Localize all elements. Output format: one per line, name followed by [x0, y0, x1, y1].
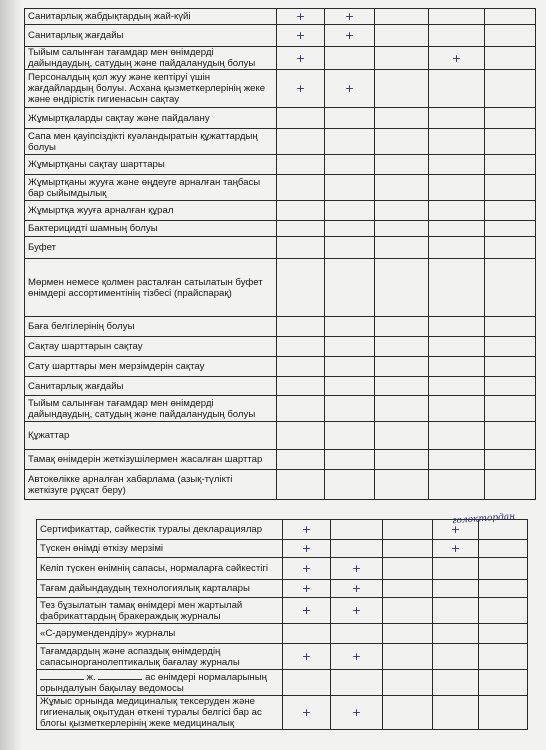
table-row — [25, 201, 536, 221]
mark-cell — [485, 201, 536, 221]
mark-cell — [375, 317, 429, 337]
mark-cell — [383, 598, 433, 624]
mark-cell — [375, 108, 429, 129]
row-label: Тағам дайындаудың технологиялық карталары — [37, 580, 283, 598]
mark-cell — [331, 520, 383, 540]
mark-cell: + — [325, 25, 375, 47]
mark-cell: + — [283, 598, 331, 624]
row-label: Автокөлікке арналған хабарлама (азық-түлікті жеткізуге рұқсат беру) — [25, 470, 277, 500]
mark-cell — [375, 470, 429, 500]
mark-cell: + — [283, 696, 331, 730]
mark-cell — [325, 237, 375, 259]
mark-cell: + — [283, 540, 331, 558]
mark-cell — [485, 47, 536, 70]
mark-cell — [479, 696, 528, 730]
mark-cell — [283, 670, 331, 696]
mark-cell — [485, 108, 536, 129]
mark-cell — [325, 396, 375, 422]
mark-cell — [429, 108, 485, 129]
mark-cell — [375, 155, 429, 175]
mark-cell — [383, 540, 433, 558]
mark-cell — [429, 377, 485, 396]
mark-cell — [375, 422, 429, 450]
mark-cell: + — [429, 47, 485, 70]
row-label: Тез бұзылатын тамақ өнімдері мен жартылай фабрикаттардың бракераждық журналы — [37, 598, 283, 624]
row-label: Сақтау шарттарын сақтау — [25, 337, 277, 357]
row-label: Жұмыртқаны жууға және өңдеуге арналған таңбасы бар сыйымдылық — [25, 175, 277, 201]
row-label: «С-дәрумендендіру» журналы — [37, 624, 283, 644]
table-row — [25, 155, 536, 175]
mark-cell — [433, 670, 479, 696]
mark-cell — [485, 450, 536, 470]
mark-cell — [433, 558, 479, 580]
mark-cell — [479, 580, 528, 598]
mark-cell: + — [325, 9, 375, 25]
mark-cell — [383, 624, 433, 644]
mark-cell — [485, 129, 536, 155]
mark-cell: + — [433, 520, 479, 540]
mark-cell — [485, 357, 536, 377]
inspection-table-2 — [36, 519, 528, 730]
row-label: Жұмыртқаны сақтау шарттары — [25, 155, 277, 175]
mark-cell — [383, 558, 433, 580]
mark-cell — [277, 396, 325, 422]
mark-cell — [375, 357, 429, 377]
row-label-text: ас өнімдері нормаларының орындалуын бақылау ведомосы — [40, 672, 267, 694]
mark-cell — [277, 470, 325, 500]
inspection-table-1 — [24, 8, 536, 500]
mark-cell — [429, 70, 485, 108]
handwritten-note: голоктордан — [451, 511, 516, 527]
mark-cell — [325, 422, 375, 450]
mark-cell — [375, 47, 429, 70]
mark-cell — [277, 337, 325, 357]
table-row — [25, 221, 536, 237]
mark-cell — [479, 598, 528, 624]
row-label: Жұмыртқаларды сақтау және пайдалану — [25, 108, 277, 129]
table-row — [37, 670, 528, 696]
table-row — [25, 47, 536, 70]
mark-cell — [375, 396, 429, 422]
mark-cell — [429, 337, 485, 357]
mark-cell — [485, 9, 536, 25]
mark-cell — [479, 540, 528, 558]
mark-cell — [375, 9, 429, 25]
row-label: Сапа мен қауіпсіздікті куәландыратын құжаттардың болуы — [25, 129, 277, 155]
mark-cell — [325, 201, 375, 221]
row-label: Персоналдың қол жуу және кептіруі үшін жағдайлардың болуы. Асхана қызметкерлерінің жеке және өндірістік гигиенасын сақтау — [25, 70, 277, 108]
mark-cell — [485, 237, 536, 259]
year-abbrev: ж. — [86, 672, 96, 683]
table-row — [25, 422, 536, 450]
row-label — [37, 670, 283, 696]
mark-cell — [485, 25, 536, 47]
mark-cell — [277, 377, 325, 396]
mark-cell — [383, 644, 433, 670]
mark-cell — [277, 450, 325, 470]
table-row — [25, 317, 536, 337]
mark-cell — [331, 540, 383, 558]
mark-cell — [375, 201, 429, 221]
mark-cell — [375, 259, 429, 317]
table-row — [25, 175, 536, 201]
mark-cell — [277, 221, 325, 237]
mark-cell — [479, 624, 528, 644]
row-label: Тағамдардың және аспаздық өнімдердің сапасынорганолептикалық бағалау журналы — [37, 644, 283, 670]
row-label: Санитарлық жабдықтардың жай-күйі — [25, 9, 277, 25]
mark-cell — [433, 580, 479, 598]
row-label: Келіп түскен өнімнің сапасы, нормаларға сәйкестігі — [37, 558, 283, 580]
mark-cell — [429, 317, 485, 337]
mark-cell — [325, 357, 375, 377]
table-row — [25, 450, 536, 470]
blank-line — [98, 671, 142, 680]
mark-cell — [325, 221, 375, 237]
mark-cell — [429, 357, 485, 377]
row-label: Құжаттар — [25, 422, 277, 450]
mark-cell — [277, 175, 325, 201]
mark-cell — [375, 337, 429, 357]
mark-cell — [325, 337, 375, 357]
mark-cell — [485, 377, 536, 396]
mark-cell — [325, 129, 375, 155]
mark-cell — [429, 259, 485, 317]
mark-cell — [383, 696, 433, 730]
row-label: Тамақ өнімдерін жеткізушілермен жасалған шарттар — [25, 450, 277, 470]
table-row — [25, 259, 536, 317]
row-label: Түскен өнімді өткізу мерзімі — [37, 540, 283, 558]
table-row — [25, 108, 536, 129]
row-label: Тыйым салынған тағамдар мен өнімдерді дайындаудың, сатудың және пайдаланудың болуы — [25, 47, 277, 70]
mark-cell — [375, 450, 429, 470]
mark-cell — [325, 47, 375, 70]
mark-cell — [429, 396, 485, 422]
table-row — [25, 337, 536, 357]
mark-cell — [429, 221, 485, 237]
table-row — [37, 624, 528, 644]
mark-cell — [375, 377, 429, 396]
mark-cell — [479, 670, 528, 696]
mark-cell — [375, 221, 429, 237]
table-row — [25, 377, 536, 396]
mark-cell — [433, 696, 479, 730]
mark-cell — [325, 377, 375, 396]
mark-cell: + — [283, 644, 331, 670]
mark-cell — [485, 70, 536, 108]
mark-cell: + — [277, 25, 325, 47]
table-row — [37, 580, 528, 598]
table-row — [25, 129, 536, 155]
row-label: Бактерицидті шамның болуы — [25, 221, 277, 237]
table-row — [25, 70, 536, 108]
mark-cell: + — [277, 70, 325, 108]
mark-cell — [383, 670, 433, 696]
table-row — [25, 357, 536, 377]
mark-cell — [277, 237, 325, 259]
mark-cell — [325, 175, 375, 201]
table-row — [25, 237, 536, 259]
table-row — [25, 396, 536, 422]
mark-cell — [429, 9, 485, 25]
table-row — [37, 558, 528, 580]
mark-cell: + — [283, 580, 331, 598]
mark-cell — [429, 25, 485, 47]
mark-cell — [375, 175, 429, 201]
table-row — [37, 644, 528, 670]
mark-cell — [375, 70, 429, 108]
mark-cell — [277, 201, 325, 221]
mark-cell — [375, 25, 429, 47]
mark-cell — [433, 624, 479, 644]
mark-cell — [277, 357, 325, 377]
mark-cell — [485, 155, 536, 175]
table-row — [37, 696, 528, 730]
mark-cell — [485, 337, 536, 357]
mark-cell — [429, 237, 485, 259]
mark-cell — [325, 259, 375, 317]
table-row — [25, 470, 536, 500]
mark-cell — [479, 558, 528, 580]
scan-edge-shadow — [0, 0, 22, 750]
table-row — [37, 540, 528, 558]
mark-cell — [277, 422, 325, 450]
mark-cell — [485, 221, 536, 237]
row-label: Буфет — [25, 237, 277, 259]
mark-cell — [485, 259, 536, 317]
mark-cell — [283, 624, 331, 644]
mark-cell — [485, 422, 536, 450]
mark-cell — [383, 520, 433, 540]
mark-cell — [433, 644, 479, 670]
mark-cell: + — [325, 70, 375, 108]
row-label: Тыйым салынған тағамдар мен өнімдерді дайындаудың, сатудың және пайдаланудың болуы — [25, 396, 277, 422]
row-label: Мөрмен немесе қолмен расталған сатылатын буфет өнімдері ассортиментінің тізбесі (прайспарақ) — [25, 259, 277, 317]
row-label: Жұмыртқа жууға арналған құрал — [25, 201, 277, 221]
mark-cell — [429, 155, 485, 175]
mark-cell — [485, 396, 536, 422]
mark-cell: + — [331, 580, 383, 598]
mark-cell — [325, 470, 375, 500]
mark-cell — [331, 670, 383, 696]
mark-cell — [485, 470, 536, 500]
mark-cell — [277, 129, 325, 155]
mark-cell — [325, 108, 375, 129]
mark-cell: + — [283, 558, 331, 580]
mark-cell — [429, 450, 485, 470]
mark-cell — [325, 317, 375, 337]
table-row — [25, 9, 536, 25]
mark-cell — [331, 624, 383, 644]
mark-cell — [375, 129, 429, 155]
mark-cell — [325, 155, 375, 175]
mark-cell — [485, 175, 536, 201]
mark-cell — [375, 237, 429, 259]
blank-line — [40, 671, 84, 680]
mark-cell — [429, 201, 485, 221]
mark-cell — [277, 108, 325, 129]
mark-cell — [383, 580, 433, 598]
row-label: Баға белгілерінің болуы — [25, 317, 277, 337]
mark-cell — [429, 422, 485, 450]
row-label: Жұмыс орнында медициналық тексеруден және гигиеналық оқытудан өткені туралы белгісі бар ас блогы қызметкерлерінің жеке медициналық — [37, 696, 283, 730]
mark-cell: + — [331, 598, 383, 624]
mark-cell — [325, 450, 375, 470]
mark-cell — [429, 470, 485, 500]
mark-cell: + — [433, 540, 479, 558]
mark-cell: + — [283, 520, 331, 540]
mark-cell — [277, 317, 325, 337]
mark-cell — [433, 598, 479, 624]
mark-cell — [277, 259, 325, 317]
mark-cell: + — [277, 47, 325, 70]
row-label: Санитарлық жағдайы — [25, 25, 277, 47]
mark-cell: + — [277, 9, 325, 25]
mark-cell — [277, 155, 325, 175]
mark-cell — [429, 129, 485, 155]
table-row — [37, 598, 528, 624]
mark-cell — [429, 175, 485, 201]
mark-cell — [485, 317, 536, 337]
row-label: Сертификаттар, сәйкестік туралы декларациялар — [37, 520, 283, 540]
mark-cell: + — [331, 644, 383, 670]
mark-cell: + — [331, 696, 383, 730]
mark-cell — [479, 644, 528, 670]
table-row — [25, 25, 536, 47]
row-label: Сату шарттары мен мерзімдерін сақтау — [25, 357, 277, 377]
row-label: Санитарлық жағдайы — [25, 377, 277, 396]
mark-cell: + — [331, 558, 383, 580]
